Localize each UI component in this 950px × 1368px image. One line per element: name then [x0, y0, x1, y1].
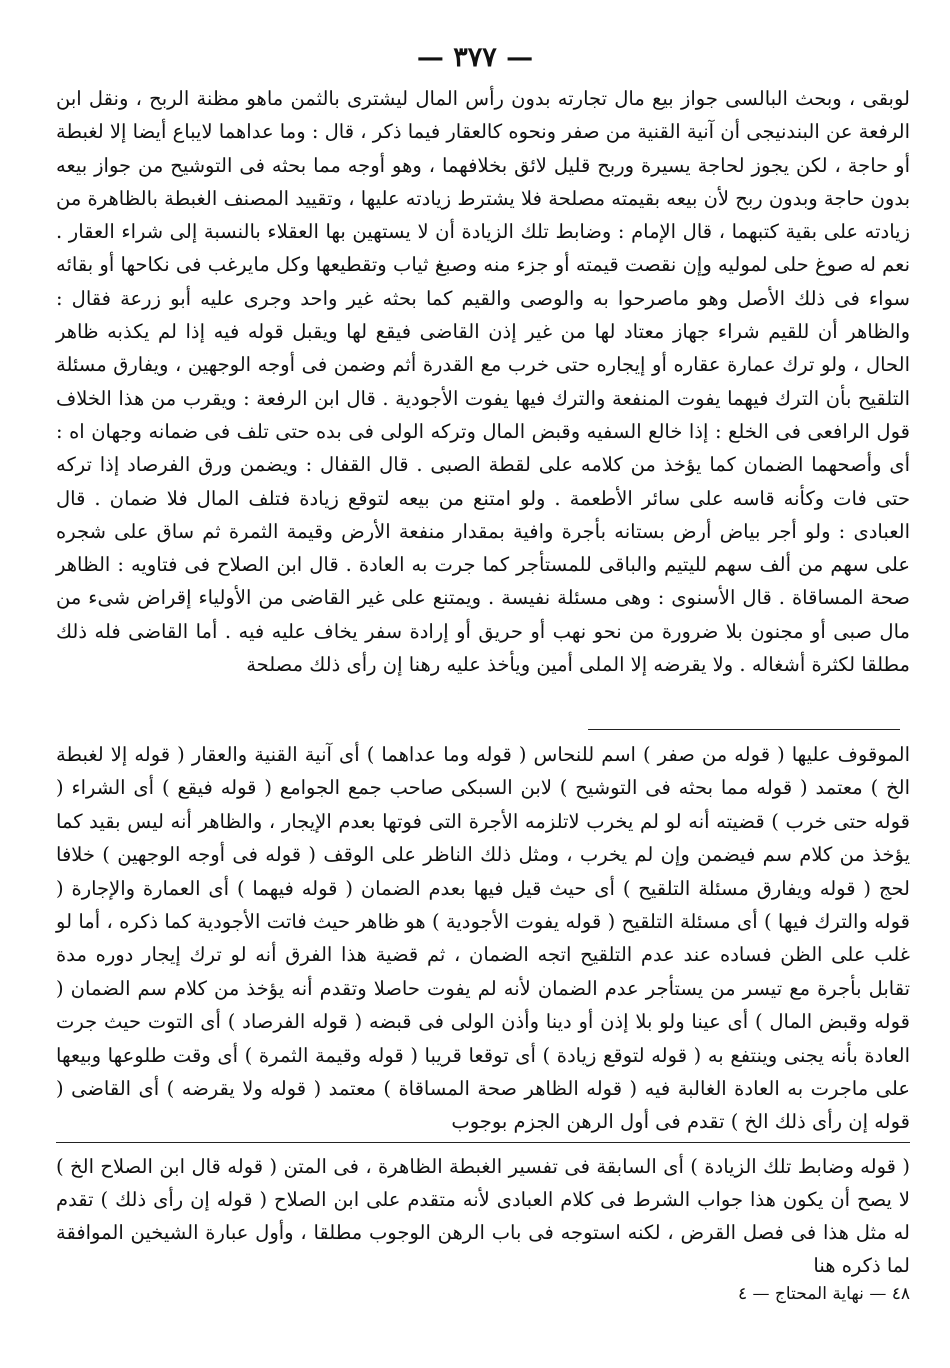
commentary-paragraph: الموقوف عليها ( قوله من صفر ) اسم للنحاس ( قوله وما عداهما ) أى آنية القنية والعقار ( قوله إلا لغبطة الخ ) معتمد ( قوله مما بحثه فى التوشيح ) لابن السبكى صاحب جمع الجوامع ( قوله فيقع ) أى الشراء ( قوله حتى خرب ) قضيته أنه لو لم يخرب لاتلزمه الأجرة التى فوتها بعدم الإيجار ، والظاهر أنه ليس بقيد كما يؤخذ من كلام سم فيضمن وإن لم يخرب ، ومثل ذلك الناظر على الوقف ( قوله فى أوجه الوجهين ) خلافا لحج ( قوله ويفارق مسئلة التلقيح ) أى حيث قيل فيها بعدم الضمان ( قوله فيهما ) أى العمارة والإجارة ( قوله والترك فيها ) أى مسئلة التلقيح ( قوله يفوت الأجودية ) هو ظاهر حيث فاتت الأجودية كما ذكره ، أما لو غلب على الظن فساده عند عدم التلقيح اتجه الضمان ، ثم قضية هذا الفرق أنه لو ترك إيجار دوره مدة تقابل بأجرة مع تيسر من يستأجر عدم الضمان لأنه لم يفوت حاصلا وتقدم أنه يؤخذ من كلام سم الضمان ( قوله وقبض المال ) أى عينا ولو بلا إذن أو دينا وأذن الولى فى قبضه ( قوله الفرصاد ) أى التوت حيث جرت العادة بأنه يجنى وينتفع به ( قوله لتوقع زيادة ) أى توقعا قريبا ( قوله وقيمة الثمرة ) أى وقت طلوعها وبيعها على ماجرت به العادة الغالبة فيه ( قوله الظاهر صحة المساقاة ) معتمد ( قوله ولا يقرضه ) أى القاضى ( قوله إن رأى ذلك الخ ) تقدم فى أول الرهن الجزم بوجوب [56, 743, 910, 1134]
long-separator-rule [56, 1142, 910, 1143]
page-number: — ٣٧٧ — [416, 42, 534, 73]
commentary-block [56, 738, 910, 1139]
main-text-block [56, 82, 910, 681]
footnote-block [56, 1150, 910, 1282]
printer-signature: ٤٨ — نهاية المحتاج — ٤ [737, 1284, 910, 1304]
footnote-paragraph: ( قوله وضابط تلك الزيادة ) أى السابقة فى تفسير الغبطة الظاهرة ، فى المتن ( قوله قال ابن الصلاح الخ ) لا يصح أن يكون هذا جواب الشرط فى كلام العبادى لأنه متقدم على ابن الصلاح ( قوله إن رأى ذلك ) تقدم له مثل هذا فى فصل القرض ، لكنه استوجه فى باب الرهن الوجوب مطلقا ، وأول عبارة الشيخين الموافقة لما ذكره هنا [56, 1155, 910, 1277]
main-paragraph: لوبقى ، وبحث البالسى جواز بيع مال تجارته بدون رأس المال ليشترى بالثمن ماهو مظنة الربح ، ونقل ابن الرفعة عن البندنيجى أن آنية القنية من صفر ونحوه كالعقار فيما ذكر ، قال : وما عداهما لايباع أيضا إلا لغبطة أو حاجة ، لكن يجوز لحاجة يسيرة وربح قليل لائق بخلافهما ، وهو أوجه مما بحثه فى التوشيح من جواز بيعه بدون حاجة وبدون ربح لأن بيعه بقيمته مصلحة فلا يشترط زيادته عليها ، وتقييد المصنف الغبطة بالظاهرة من زيادته على بقية كتبهما ، قال الإمام : وضابط تلك الزيادة أن لا يستهين بها العقلاء بالنسبة إلى شراء العقار . نعم له صوغ حلى لموليه وإن نقصت قيمته أو جزء منه وصبغ ثياب وتقطيعها وكل مايرغب فى نكاحها أو بقائه سواء فى ذلك الأصل وهو ماصرحوا به والوصى والقيم كما بحثه غير واحد وجرى عليه أبو زرعة فقال : والظاهر أن للقيم شراء جهاز معتاد لها من غير إذن القاضى فيقع لها ويقبل قوله فيه إذا لم يكذبه ظاهر الحال ، ولو ترك عمارة عقاره أو إيجاره حتى خرب مع القدرة أثم وضمن فى أوجه الوجهين ، ويفارق مسئلة التلقيح بأن الترك فيهما يفوت المنفعة والترك فيها يفوت الأجودية . قال ابن الرفعة : ويقرب من هذا الخلاف قول الرافعى فى الخلع : إذا خالع السفيه وقبض المال وتركه الولى فى بده حتى تلف فى ضمانه وجهان اه : أى وأصحهما الضمان كما يؤخذ من كلامه على لقطة الصبى . قال القفال : ويضمن ورق الفرصاد إذا تركه حتى فات وكأنه قاسه على سائر الأطعمة . ولو امتنع من بيعه لتوقع زيادة فتلف المال فلا ضمان . قال العبادى : ولو أجر بياض أرض بستانه بأجرة وافية بمقدار منفعة الأرض وقيمة الثمرة ثم ساق على شجره على سهم من ألف سهم لليتيم والباقى للمستأجر كما جرت به العادة . قال ابن الصلاح فى فتاويه : الظاهر صحة المساقاة . قال الأسنوى : وهى مسئلة نفيسة . ويمتنع على غير القاضى من الأولياء إقراض شىء من مال صبى أو مجنون بلا ضرورة من نحو نهب أو حريق أو إرادة سفر يخاف عليه فيه . أما القاضى فله ذلك مطلقا لكثرة أشغاله . ولا يقرضه إلا الملى أمين ويأخذ عليه رهنا إن رأى ذلك مصلحة [55, 87, 911, 677]
short-separator-rule [588, 729, 900, 730]
